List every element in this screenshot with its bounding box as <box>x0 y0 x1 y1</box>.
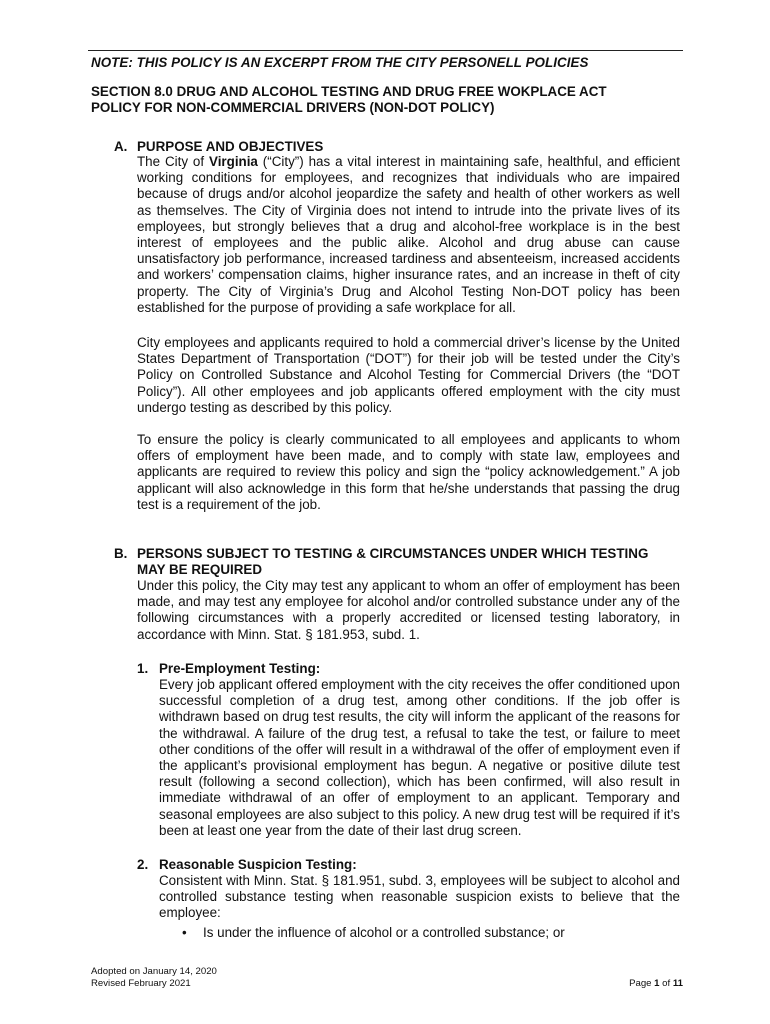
pre-employment-paragraph: Every job applicant offered employment with the city receives the offer conditioned upon successful completion of a drug test, among other conditions. If the job offer is withdrawn based on drug test results, the city will inform the applicant of the reasons for the withdrawal. A failure of the drug test, a refusal to take the test, or failure to meet other conditions of the offer will result in a withdrawal of the offer of employment even if the applicant’s provisional employment has begun. A negative or positive dilute test result (following a second collection), which has been confirmed, will also result in immediate withdrawal of an offer of employment to an applicant. Temporary and seasonal employees are also subject to this policy. A new drug test will be required if it’s been at least one year from the date of their last drug screen. <box>159 677 680 838</box>
testing-scope-paragraph: Under this policy, the City may test any applicant to whom an offer of employment has been made, and may test any employee for alcohol and/or controlled substance under any of the following circumstances with a properly accredited or licensed testing laboratory, in accordance with Minn. Stat. § 181.953, subd. 1. <box>137 578 680 642</box>
footer-dates <box>91 966 217 990</box>
purpose-body: (“City”) has a vital interest in maintaining safe, healthful, and efficient working conditions for employees, and recognizes that individuals who are impaired because of drugs and/or alcohol jeopardize the safety and health of other workers as well as themselves. The City of Virginia does not intend to intrude into the private lives of its employees, but strongly believes that a drug and alcohol-free workplace is in the best interest of employees and the public alike. Alcohol and drug abuse can cause unsatisfactory job performance, increased tardiness and absenteeism, increased accidents and workers’ compensation claims, higher insurance rates, and an increase in theft of city property. The City of Virginia’s Drug and Alcohol Testing Non-DOT policy has been established for the purpose of providing a safe workplace for all. <box>137 154 680 315</box>
item-1-number: 1. <box>137 661 149 676</box>
section-title-line-1: SECTION 8.0 DRUG AND ALCOHOL TESTING AND DRUG FREE WOKPLACE ACT <box>91 84 607 99</box>
section-a-title: PURPOSE AND OBJECTIVES <box>137 139 324 154</box>
page-total: 11 <box>672 978 683 989</box>
item-1-title: Pre-Employment Testing: <box>159 661 321 676</box>
dot-policy-paragraph: City employees and applicants required to hold a commercial driver’s license by the United States Department of Transportation (“DOT”) for their job will be tested under the City’s Policy on Controlled Substance and Alcohol Testing for Commercial Drivers (the “DOT Policy”). All other employees and job applicants offered employment with the city must undergo testing as described by this policy. <box>137 335 680 415</box>
policy-note: NOTE: THIS POLICY IS AN EXCERPT FROM THE CITY PERSONELL POLICIES <box>91 55 589 70</box>
purpose-prefix: The City of <box>137 154 210 169</box>
section-b-letter: B. <box>114 546 128 561</box>
item-2-number: 2. <box>137 857 149 872</box>
section-b-title-line-1: PERSONS SUBJECT TO TESTING & CIRCUMSTANCES UNDER WHICH TESTING <box>137 546 649 561</box>
purpose-paragraph <box>137 154 680 316</box>
page-current: 1 <box>654 978 660 989</box>
acknowledgement-paragraph: To ensure the policy is clearly communicated to all employees and applicants to whom offers of employment have been made, and to comply with state law, employees and applicants are required to review this policy and sign the “policy acknowledgement.” A job applicant will also acknowledge in this form that he/she understands that passing the drug test is a requirement of the job. <box>137 432 680 512</box>
page-of: of <box>659 978 673 989</box>
section-title-line-2: POLICY FOR NON-COMMERCIAL DRIVERS (NON-DOT POLICY) <box>91 100 495 116</box>
section-title <box>91 84 691 116</box>
page-number <box>560 978 683 989</box>
item-2-title: Reasonable Suspicion Testing: <box>159 857 357 872</box>
adopted-date: Adopted on January 14, 2020 <box>91 966 217 977</box>
city-name: Virginia <box>209 154 258 169</box>
bullet-item: Is under the influence of alcohol or a controlled substance; or <box>203 925 565 940</box>
section-a-letter: A. <box>114 139 128 154</box>
section-b-title-line-2: MAY BE REQUIRED <box>137 562 263 577</box>
header-rule <box>88 50 683 51</box>
reasonable-suspicion-paragraph: Consistent with Minn. Stat. § 181.951, subd. 3, employees will be subject to alcohol and controlled substance testing when reasonable suspicion exists to believe that the employee: <box>159 873 680 921</box>
page-label: Page <box>629 978 655 989</box>
bullet-icon: • <box>182 925 187 940</box>
section-b-heading <box>114 546 684 580</box>
revised-date: Revised February 2021 <box>91 978 191 989</box>
